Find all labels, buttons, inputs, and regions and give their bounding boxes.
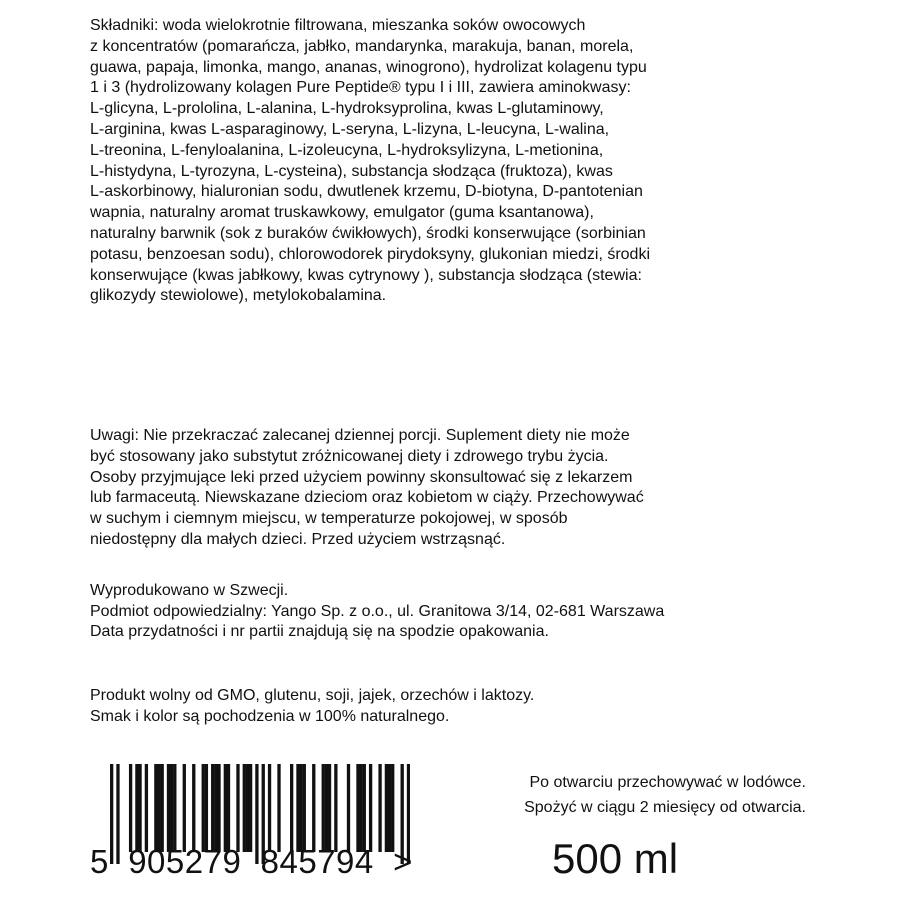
barcode-bar — [243, 764, 246, 852]
barcode-bar — [192, 764, 195, 852]
ingredients-line: potasu, benzoesan sodu), chlorowodorek pirydoksyny, glukonian miedzi, środki — [90, 245, 651, 263]
volume-label: 500 ml — [552, 835, 679, 882]
barcode-bar — [211, 764, 214, 852]
barcode-bar — [183, 764, 186, 852]
ingredients-line: Składniki: woda wielokrotnie filtrowana, mieszanka soków owocowych — [90, 17, 586, 34]
barcode-bar — [236, 764, 239, 852]
producer-line: Wyprodukowano w Szwecji. — [90, 582, 289, 599]
barcode-bar — [167, 764, 170, 852]
free-from-line: Produkt wolny od GMO, glutenu, soji, jajek, orzechów i laktozy. — [90, 687, 535, 704]
barcode-bar — [129, 764, 132, 852]
barcode-bar — [385, 764, 388, 852]
producer-line: Podmiot odpowiedzialny: Yango Sp. z o.o., ul. Granitowa 3/14, 02-681 Warszawa — [90, 602, 665, 620]
barcode-bar — [173, 764, 176, 852]
barcode-bar — [312, 764, 315, 852]
ingredients-line: naturalny barwnik (sok z buraków ćwikłowych), środki konserwujące (sorbinian — [90, 224, 646, 242]
barcode-bar — [268, 764, 271, 852]
warnings-line: niedostępny dla małych dzieci. Przed użyciem wstrząsnąć. — [90, 530, 506, 548]
ingredients-line: L-histydyna, L-tyrozyna, L-cysteina), substancja słodząca (fruktoza), kwas — [90, 162, 613, 180]
barcode-bar — [334, 764, 337, 852]
barcode-bar — [249, 764, 252, 852]
barcode-bar — [246, 764, 249, 852]
barcode-bar — [170, 764, 173, 852]
ingredients-line: L-treonina, L-fenyloalanina, L-izoleucyna, L-hydroksylizyna, L-metionina, — [90, 141, 604, 159]
barcode-bar — [328, 764, 331, 852]
barcode-bar — [347, 764, 350, 852]
free-from-info — [90, 686, 808, 727]
ingredients-line: L-glicyna, L-prololina, L-alanina, L-hydroksyprolina, kwas L-glutaminowy, — [90, 100, 604, 118]
ingredients-line: konserwujące (kwas jabłkowy, kwas cytrynowy ), substancja słodząca (stewia: — [90, 266, 642, 284]
barcode-bar — [325, 764, 328, 852]
barcode — [90, 764, 430, 890]
after-opening-info — [450, 770, 806, 820]
ingredients-line: z koncentratów (pomarańcza, jabłko, mandarynka, marakuja, banan, morela, — [90, 37, 634, 55]
barcode-bar — [145, 764, 148, 852]
barcode-bar — [388, 764, 391, 852]
barcode-bar — [363, 764, 366, 852]
after-opening-line: Po otwarciu przechowywać w lodówce. — [529, 774, 806, 791]
ingredients-text — [90, 16, 808, 307]
warnings-line: Uwagi: Nie przekraczać zalecanej dziennej porcji. Suplement diety nie może — [90, 427, 630, 444]
barcode-bar — [303, 764, 306, 852]
barcode-bar — [135, 764, 138, 852]
barcode-bar — [359, 764, 362, 852]
barcode-bar — [277, 764, 280, 852]
warnings-line: być stosowany jako substytut zróżnicowanej diety i zdrowego trybu życia. — [90, 447, 609, 465]
barcode-bar — [227, 764, 230, 852]
ingredients-line: wapnia, naturalny aromat truskawkowy, emulgator (guma ksantanowa), — [90, 204, 594, 222]
barcode-bar — [391, 764, 394, 852]
ingredients-line: guawa, papaja, limonka, mango, ananas, winogrono), hydrolizat kolagenu typu — [90, 58, 647, 76]
barcode-bar — [378, 764, 381, 852]
barcode-bar — [290, 764, 293, 852]
ingredients-line: 1 i 3 (hydrolizowany kolagen Pure Peptide® typu I i III, zawiera aminokwasy: — [90, 79, 631, 97]
ingredients-line: glikozydy stewiolowe), metylokobalamina. — [90, 287, 387, 305]
barcode-bar — [217, 764, 220, 852]
producer-line: Data przydatności i nr partii znajdują się na spodzie opakowania. — [90, 623, 549, 640]
barcode-bar — [138, 764, 141, 852]
free-from-line: Smak i kolor są pochodzenia w 100% naturalnego. — [90, 707, 450, 725]
barcode-bar — [296, 764, 299, 852]
barcode-bar — [299, 764, 302, 852]
barcode-bar — [322, 764, 325, 852]
barcode-bar — [157, 764, 160, 852]
barcode-bar — [154, 764, 157, 852]
ingredients-line: L-arginina, kwas L-asparaginowy, L-seryna, L-lizyna, L-leucyna, L-walina, — [90, 120, 610, 138]
barcode-digits: 5 905279 845794 > — [90, 843, 413, 880]
barcode-bar — [214, 764, 217, 852]
warnings-text — [90, 426, 808, 551]
barcode-bar — [205, 764, 208, 852]
producer-info — [90, 581, 808, 643]
after-opening-line: Spożyć w ciągu 2 miesięcy od otwarcia. — [524, 799, 806, 816]
barcode-bar — [356, 764, 359, 852]
barcode-bar — [161, 764, 164, 852]
warnings-line: Osoby przyjmujące leki przed użyciem powinny skonsultować się z lekarzem — [90, 468, 633, 486]
barcode-bar — [202, 764, 205, 852]
warnings-line: lub farmaceutą. Niewskazane dzieciom oraz kobietom w ciąży. Przechowywać — [90, 489, 644, 507]
ingredients-line: L-askorbinowy, hialuronian sodu, dwutlenek krzemu, D-biotyna, D-pantotenian — [90, 183, 643, 201]
warnings-line: w suchym i ciemnym miejscu, w temperaturze pokojowej, w sposób — [90, 510, 568, 528]
barcode-bar — [369, 764, 372, 852]
barcode-bar — [224, 764, 227, 852]
